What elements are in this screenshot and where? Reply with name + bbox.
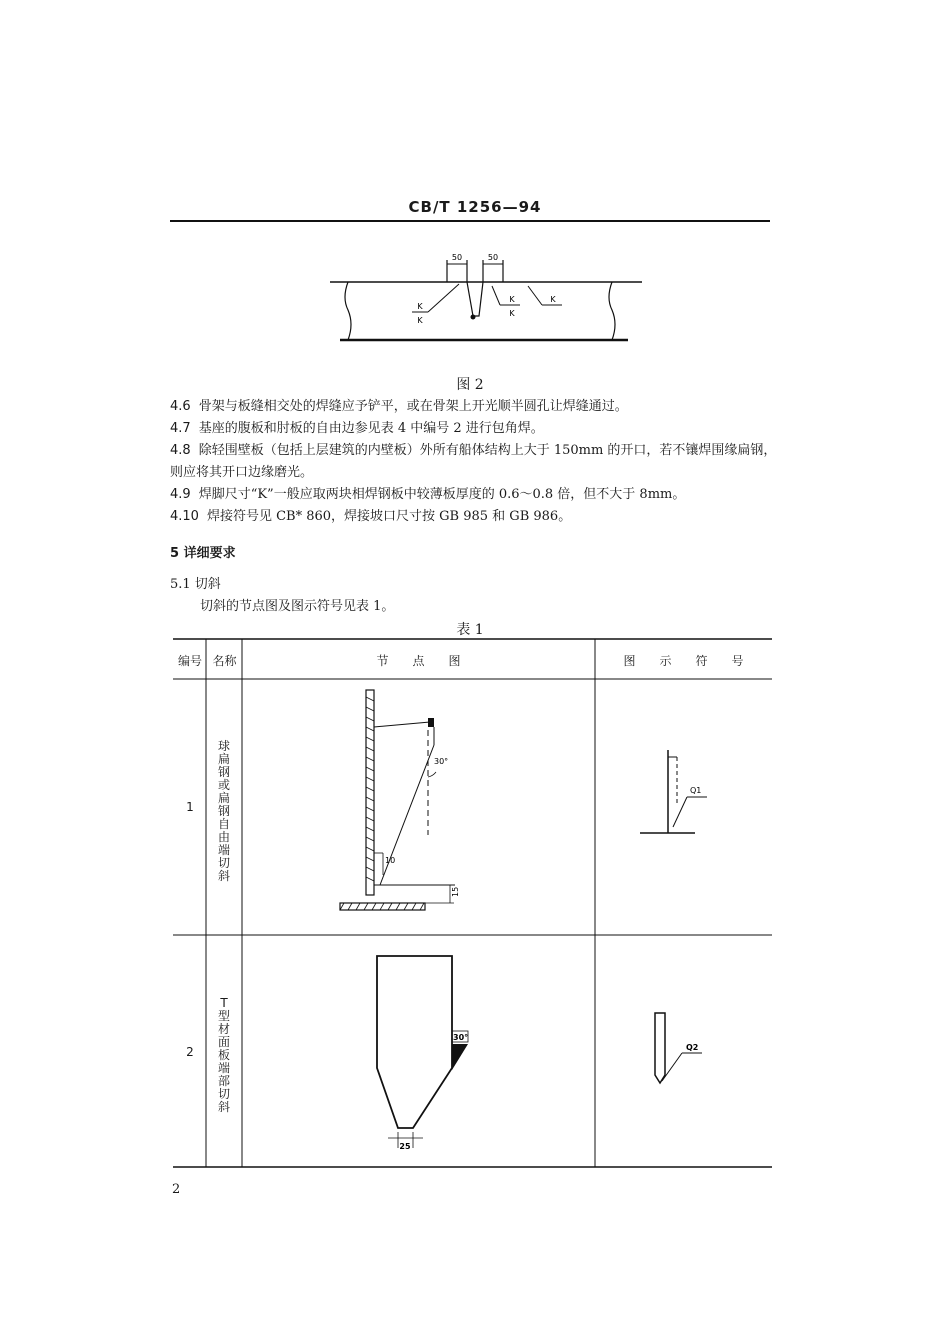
table-header-no: 编号 (177, 654, 202, 668)
row-2-dim-a: 25 (399, 1142, 411, 1151)
para-text: 焊接符号见 CB* 860，焊接坡口尺寸按 GB 985 和 GB 986。 (206, 509, 572, 524)
section-5-1-text: 切斜的节点图及图示符号见表 1。 (200, 599, 395, 614)
fig2-k-label-5: K (550, 295, 556, 304)
table-header-symbol: 图 示 符 号 (623, 654, 744, 668)
fig2-dim-right: 50 (487, 253, 499, 262)
figure-2-caption: 图 2 (456, 377, 484, 393)
row-2-symbol-label: Q2 (686, 1043, 699, 1052)
fig2-k-label-1: K (417, 302, 423, 311)
document-header: CB/T 1256—94 (408, 198, 542, 216)
row-1-symbol-drawing (635, 745, 715, 840)
table-header-name: 名称 (212, 654, 237, 668)
fig2-k-label-2: K (417, 316, 423, 325)
para-text: 骨架与板缝相交处的焊缝应予铲平，或在骨架上开光顺半圆孔让焊缝通过。 (198, 399, 628, 414)
section-5-1-title: 5.1 切斜 (170, 577, 221, 592)
page-number: 2 (172, 1182, 181, 1197)
row-2-angle-label: 30° (453, 1033, 469, 1042)
row-2-no: 2 (186, 1045, 194, 1059)
fig2-dim-left: 50 (451, 253, 463, 262)
para-number: 4.7 (170, 421, 191, 436)
row-1-symbol-label: Q1 (690, 786, 702, 795)
para-number: 4.6 (170, 399, 191, 414)
row-1-no: 1 (186, 800, 194, 814)
row-1-node-drawing (330, 685, 480, 920)
fig2-k-label-3: K (509, 295, 515, 304)
row-2-symbol-drawing (640, 1005, 715, 1095)
para-number: 4.10 (170, 509, 199, 524)
table-1-caption: 表 1 (456, 622, 484, 638)
para-number: 4.9 (170, 487, 191, 502)
row-1-name: 球扁钢或扁钢自由端切斜 (217, 739, 230, 883)
para-number: 4.8 (170, 443, 191, 458)
section-5-title: 5 详细要求 (170, 546, 236, 561)
para-text: 焊脚尺寸“K”一般应取两块相焊钢板中较薄板厚度的 0.6～0.8 倍，但不大于 8mm。 (198, 487, 686, 502)
row-1-angle-label: 30° (434, 757, 449, 766)
fig2-k-label-4: K (509, 309, 515, 318)
para-text: 除轻围壁板（包括上层建筑的内壁板）外所有船体结构上大于 150mm 的开口，若不镶焊围缘扁钢，则应将其开口边缘磨光。 (170, 443, 777, 480)
row-1-dim-b: 15 (451, 886, 460, 897)
row-2-node-drawing (360, 948, 480, 1158)
table-header-node: 节 点 图 (376, 654, 461, 668)
row-2-name: T型材面板端部切斜 (217, 996, 230, 1114)
para-text: 基座的腹板和肘板的自由边参见表 4 中编号 2 进行包角焊。 (198, 421, 544, 436)
row-1-dim-a: 10 (385, 856, 396, 865)
